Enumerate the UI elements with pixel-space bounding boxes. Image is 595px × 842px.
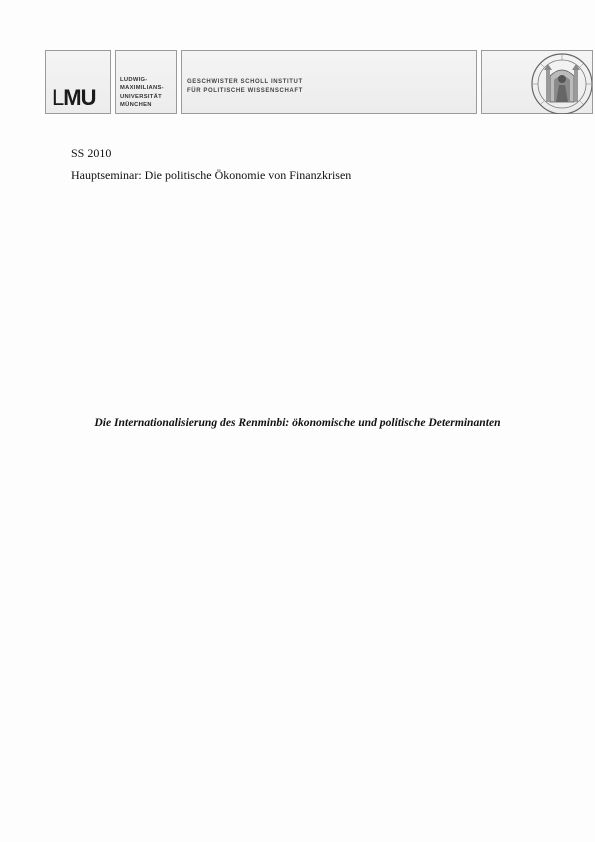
university-name-box: [115, 50, 177, 114]
thesis-title: Die Internationalisierung des Renminbi: ökonomische und politische Determinanten: [94, 416, 501, 429]
seal-box: [481, 50, 593, 114]
lmu-logo-box: [45, 50, 111, 114]
institute-name-box: [181, 50, 477, 114]
university-name: LUDWIG- MAXIMILIANS- UNIVERSITÄT MÜNCHEN: [120, 77, 164, 109]
seminar-label: Hauptseminar: Die politische Ökonomie von Finanzkrisen: [71, 168, 352, 182]
header-banner: [45, 50, 549, 116]
institute-name: GESCHWISTER SCHOLL INSTITUT FÜR POLITISCHE WISSENSCHAFT: [187, 79, 303, 94]
semester-label: SS 2010: [71, 146, 112, 160]
lmu-logo: LMU: [52, 85, 96, 110]
university-seal-icon: [526, 52, 592, 114]
